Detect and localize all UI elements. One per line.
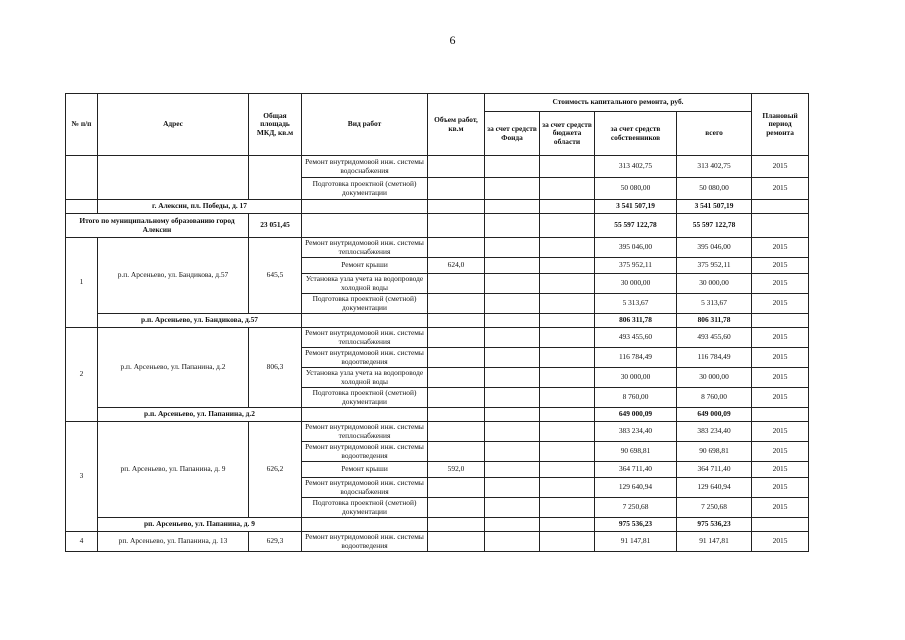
fund-cell bbox=[485, 348, 540, 368]
fund-cell bbox=[485, 422, 540, 442]
num-cell bbox=[66, 200, 98, 214]
budget-cell bbox=[540, 238, 595, 258]
subtotal-label: рп. Арсеньево, ул. Папанина, д. 9 bbox=[98, 518, 302, 532]
num-cell: 2 bbox=[66, 328, 98, 422]
work-cell: Подготовка проектной (сметной) документации bbox=[302, 498, 428, 518]
period-cell: 2015 bbox=[752, 388, 809, 408]
total-cell: 55 597 122,78 bbox=[677, 214, 752, 238]
volume-cell bbox=[428, 294, 485, 314]
empty-cell bbox=[302, 314, 428, 328]
fund-cell bbox=[485, 368, 540, 388]
period-cell: 2015 bbox=[752, 328, 809, 348]
period-cell: 2015 bbox=[752, 178, 809, 200]
empty-cell bbox=[428, 518, 485, 532]
total-cell: 50 080,00 bbox=[677, 178, 752, 200]
volume-cell bbox=[428, 478, 485, 498]
volume-cell bbox=[428, 348, 485, 368]
empty-cell bbox=[302, 518, 428, 532]
budget-cell bbox=[540, 442, 595, 462]
area-cell: 645,5 bbox=[249, 238, 302, 314]
period-cell: 2015 bbox=[752, 238, 809, 258]
fund-cell bbox=[485, 442, 540, 462]
total-cell: 5 313,67 bbox=[677, 294, 752, 314]
fund-cell bbox=[485, 532, 540, 552]
table-row bbox=[66, 238, 809, 258]
header-total: всего bbox=[677, 112, 752, 156]
owners-cell: 3 541 507,19 bbox=[595, 200, 677, 214]
header-fund: за счет средств Фонда bbox=[485, 112, 540, 156]
header-area: Общая площадь МКД, кв.м bbox=[249, 94, 302, 156]
period-cell: 2015 bbox=[752, 422, 809, 442]
fund-cell bbox=[485, 294, 540, 314]
fund-cell bbox=[485, 388, 540, 408]
owners-cell: 5 313,67 bbox=[595, 294, 677, 314]
area-cell: 23 051,45 bbox=[249, 214, 302, 238]
period-cell bbox=[752, 200, 809, 214]
empty-cell bbox=[302, 408, 428, 422]
num-cell: 4 bbox=[66, 532, 98, 552]
total-cell: 30 000,00 bbox=[677, 274, 752, 294]
empty-cell bbox=[485, 214, 540, 238]
header-volume: Объем работ, кв.м bbox=[428, 94, 485, 156]
owners-cell: 493 455,60 bbox=[595, 328, 677, 348]
total-cell: 364 711,40 bbox=[677, 462, 752, 478]
volume-cell bbox=[428, 274, 485, 294]
empty-cell bbox=[302, 200, 428, 214]
period-cell: 2015 bbox=[752, 274, 809, 294]
volume-cell: 624,0 bbox=[428, 258, 485, 274]
subtotal-row bbox=[66, 408, 809, 422]
fund-cell bbox=[485, 462, 540, 478]
header-budget: за счет средств бюджета области bbox=[540, 112, 595, 156]
volume-cell bbox=[428, 442, 485, 462]
budget-cell bbox=[540, 294, 595, 314]
budget-cell bbox=[540, 498, 595, 518]
total-cell: 395 046,00 bbox=[677, 238, 752, 258]
period-cell: 2015 bbox=[752, 348, 809, 368]
subtotal-row bbox=[66, 200, 809, 214]
volume-cell bbox=[428, 328, 485, 348]
period-cell bbox=[752, 518, 809, 532]
table-row bbox=[66, 328, 809, 348]
empty-cell bbox=[540, 314, 595, 328]
owners-cell: 364 711,40 bbox=[595, 462, 677, 478]
empty-cell bbox=[428, 214, 485, 238]
budget-cell bbox=[540, 462, 595, 478]
work-cell: Подготовка проектной (сметной) документации bbox=[302, 178, 428, 200]
header-address: Адрес bbox=[98, 94, 249, 156]
address-cell: р.п. Арсеньево, ул. Бандикова, д.57 bbox=[98, 238, 249, 314]
total-cell: 30 000,00 bbox=[677, 368, 752, 388]
work-cell: Ремонт внутридомовой инж. системы теплоснабжения bbox=[302, 422, 428, 442]
empty-cell bbox=[540, 408, 595, 422]
fund-cell bbox=[485, 238, 540, 258]
total-cell: 375 952,11 bbox=[677, 258, 752, 274]
budget-cell bbox=[540, 388, 595, 408]
table-row bbox=[66, 532, 809, 552]
page-number: 6 bbox=[449, 33, 456, 47]
grand-total-label: Итого по муниципальному образованию город Алексин bbox=[66, 214, 249, 238]
owners-cell: 375 952,11 bbox=[595, 258, 677, 274]
owners-cell: 8 760,00 bbox=[595, 388, 677, 408]
fund-cell bbox=[485, 328, 540, 348]
empty-cell bbox=[485, 518, 540, 532]
owners-cell: 116 784,49 bbox=[595, 348, 677, 368]
total-cell: 8 760,00 bbox=[677, 388, 752, 408]
period-cell: 2015 bbox=[752, 368, 809, 388]
budget-cell bbox=[540, 422, 595, 442]
fund-cell bbox=[485, 258, 540, 274]
total-cell: 91 147,81 bbox=[677, 532, 752, 552]
volume-cell: 592,0 bbox=[428, 462, 485, 478]
owners-cell: 90 698,81 bbox=[595, 442, 677, 462]
owners-cell: 806 311,78 bbox=[595, 314, 677, 328]
volume-cell bbox=[428, 498, 485, 518]
owners-cell: 55 597 122,78 bbox=[595, 214, 677, 238]
work-cell: Ремонт крыши bbox=[302, 462, 428, 478]
owners-cell: 129 640,94 bbox=[595, 478, 677, 498]
period-cell bbox=[752, 408, 809, 422]
owners-cell: 395 046,00 bbox=[595, 238, 677, 258]
budget-cell bbox=[540, 328, 595, 348]
volume-cell bbox=[428, 178, 485, 200]
subtotal-label: р.п. Арсеньево, ул. Папанина, д.2 bbox=[98, 408, 302, 422]
table-body bbox=[66, 156, 809, 552]
area-cell: 626,2 bbox=[249, 422, 302, 518]
num-cell: 3 bbox=[66, 422, 98, 532]
table-row bbox=[66, 156, 809, 178]
num-cell: 1 bbox=[66, 238, 98, 328]
capital-repair-table bbox=[65, 93, 809, 552]
header-work: Вид работ bbox=[302, 94, 428, 156]
volume-cell bbox=[428, 368, 485, 388]
work-cell: Подготовка проектной (сметной) документации bbox=[302, 388, 428, 408]
empty-cell bbox=[428, 408, 485, 422]
period-cell bbox=[752, 314, 809, 328]
address-cell bbox=[98, 156, 249, 200]
address-cell: рп. Арсеньево, ул. Папанина, д. 13 bbox=[98, 532, 249, 552]
owners-cell: 30 000,00 bbox=[595, 368, 677, 388]
period-cell: 2015 bbox=[752, 462, 809, 478]
work-cell: Ремонт внутридомовой инж. системы водоотведения bbox=[302, 532, 428, 552]
work-cell: Подготовка проектной (сметной) документации bbox=[302, 294, 428, 314]
total-cell: 649 000,09 bbox=[677, 408, 752, 422]
address-cell: р.п. Арсеньево, ул. Папанина, д.2 bbox=[98, 328, 249, 408]
empty-cell bbox=[485, 200, 540, 214]
work-cell: Ремонт внутридомовой инж. системы теплоснабжения bbox=[302, 238, 428, 258]
period-cell: 2015 bbox=[752, 258, 809, 274]
area-cell: 629,3 bbox=[249, 532, 302, 552]
total-cell: 116 784,49 bbox=[677, 348, 752, 368]
period-cell: 2015 bbox=[752, 532, 809, 552]
total-cell: 383 234,40 bbox=[677, 422, 752, 442]
owners-cell: 383 234,40 bbox=[595, 422, 677, 442]
total-cell: 313 402,75 bbox=[677, 156, 752, 178]
budget-cell bbox=[540, 348, 595, 368]
work-cell: Установка узла учета на водопроводе холодной воды bbox=[302, 274, 428, 294]
budget-cell bbox=[540, 274, 595, 294]
period-cell: 2015 bbox=[752, 498, 809, 518]
empty-cell bbox=[540, 518, 595, 532]
header-owners: за счет средств собственников bbox=[595, 112, 677, 156]
budget-cell bbox=[540, 532, 595, 552]
num-cell bbox=[66, 156, 98, 200]
budget-cell bbox=[540, 258, 595, 274]
period-cell: 2015 bbox=[752, 156, 809, 178]
owners-cell: 7 250,68 bbox=[595, 498, 677, 518]
grand-total-row bbox=[66, 214, 809, 238]
total-cell: 3 541 507,19 bbox=[677, 200, 752, 214]
header-cost-group: Стоимость капитального ремонта, руб. bbox=[485, 94, 752, 112]
total-cell: 90 698,81 bbox=[677, 442, 752, 462]
fund-cell bbox=[485, 156, 540, 178]
budget-cell bbox=[540, 478, 595, 498]
volume-cell bbox=[428, 422, 485, 442]
volume-cell bbox=[428, 388, 485, 408]
header-period: Плановый период ремонта bbox=[752, 94, 809, 156]
subtotal-row bbox=[66, 314, 809, 328]
address-cell: рп. Арсеньево, ул. Папанина, д. 9 bbox=[98, 422, 249, 518]
total-cell: 975 536,23 bbox=[677, 518, 752, 532]
total-cell: 129 640,94 bbox=[677, 478, 752, 498]
empty-cell bbox=[428, 200, 485, 214]
fund-cell bbox=[485, 498, 540, 518]
period-cell: 2015 bbox=[752, 442, 809, 462]
subtotal-label: г. Алексин, пл. Победы, д. 17 bbox=[98, 200, 302, 214]
total-cell: 7 250,68 bbox=[677, 498, 752, 518]
work-cell: Ремонт внутридомовой инж. системы водоснабжения bbox=[302, 156, 428, 178]
empty-cell bbox=[485, 408, 540, 422]
work-cell: Ремонт внутридомовой инж. системы водоотведения bbox=[302, 348, 428, 368]
period-cell bbox=[752, 214, 809, 238]
subtotal-row bbox=[66, 518, 809, 532]
total-cell: 493 455,60 bbox=[677, 328, 752, 348]
budget-cell bbox=[540, 178, 595, 200]
work-cell: Ремонт внутридомовой инж. системы теплоснабжения bbox=[302, 328, 428, 348]
fund-cell bbox=[485, 478, 540, 498]
owners-cell: 313 402,75 bbox=[595, 156, 677, 178]
table-row bbox=[66, 422, 809, 442]
subtotal-label: р.п. Арсеньево, ул. Бандикова, д.57 bbox=[98, 314, 302, 328]
owners-cell: 50 080,00 bbox=[595, 178, 677, 200]
volume-cell bbox=[428, 238, 485, 258]
fund-cell bbox=[485, 178, 540, 200]
volume-cell bbox=[428, 532, 485, 552]
budget-cell bbox=[540, 368, 595, 388]
empty-cell bbox=[540, 214, 595, 238]
period-cell: 2015 bbox=[752, 294, 809, 314]
total-cell: 806 311,78 bbox=[677, 314, 752, 328]
area-cell bbox=[249, 156, 302, 200]
owners-cell: 91 147,81 bbox=[595, 532, 677, 552]
owners-cell: 30 000,00 bbox=[595, 274, 677, 294]
area-cell: 806,3 bbox=[249, 328, 302, 408]
budget-cell bbox=[540, 156, 595, 178]
work-cell: Ремонт крыши bbox=[302, 258, 428, 274]
header-num: № п/п bbox=[66, 94, 98, 156]
empty-cell bbox=[302, 214, 428, 238]
empty-cell bbox=[540, 200, 595, 214]
fund-cell bbox=[485, 274, 540, 294]
work-cell: Ремонт внутридомовой инж. системы водоотведения bbox=[302, 442, 428, 462]
owners-cell: 649 000,09 bbox=[595, 408, 677, 422]
period-cell: 2015 bbox=[752, 478, 809, 498]
work-cell: Ремонт внутридомовой инж. системы водоснабжения bbox=[302, 478, 428, 498]
work-cell: Установка узла учета на водопроводе холодной воды bbox=[302, 368, 428, 388]
empty-cell bbox=[485, 314, 540, 328]
owners-cell: 975 536,23 bbox=[595, 518, 677, 532]
volume-cell bbox=[428, 156, 485, 178]
empty-cell bbox=[428, 314, 485, 328]
